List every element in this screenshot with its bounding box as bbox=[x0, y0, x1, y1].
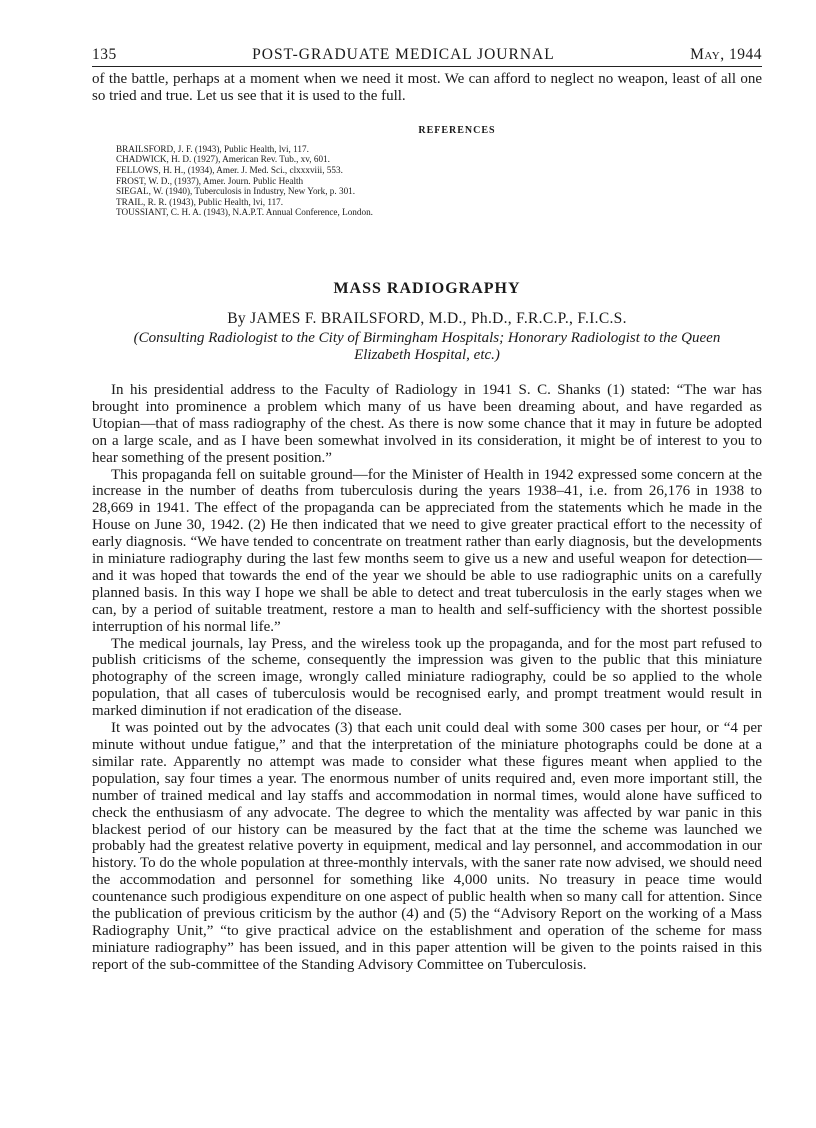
issue-date: May, 1944 bbox=[690, 46, 762, 63]
article-title: MASS RADIOGRAPHY bbox=[333, 279, 521, 297]
reference-item: TRAIL, R. R. (1943), Public Health, lvi, 117. bbox=[116, 196, 284, 207]
reference-item: TOUSSIANT, C. H. A. (1943), N.A.P.T. Annual Conference, London. bbox=[116, 207, 373, 218]
author-affiliation: (Consulting Radiologist to the City of Birmingham Hospitals; Honorary Radiologist to the Queen Elizabeth Hospital, etc.) bbox=[133, 329, 721, 363]
page-number: 135 bbox=[92, 46, 117, 63]
body-paragraph: The medical journals, lay Press, and the wireless took up the propaganda, and for the most part refused to publish criticisms of the scheme, consequently the impression was given to the public that this miniature photography of the screen image, wrongly called miniature radiography, could be so applied to the whole population, that all cases of tuberculosis would be recognised early, and prompt treatment would result in marked diminution if not eradication of the disease. bbox=[92, 635, 762, 720]
reference-item: CHADWICK, H. D. (1927), American Rev. Tub., xv, 601. bbox=[116, 154, 330, 165]
references-list bbox=[116, 144, 762, 218]
references-heading: REFERENCES bbox=[418, 124, 496, 136]
running-header bbox=[92, 46, 762, 67]
body-paragraph: This propaganda fell on suitable ground—for the Minister of Health in 1942 expressed some concern at the increase in the number of deaths from tuberculosis during the years 1938–41, i.e. from 26,176 in 1938 to 28,669 in 1941. The effect of the propaganda can be appreciated from the statements which he made in the House on June 30, 1942. (2) He then indicated that we need to give greater practical effort to the necessity of early diagnosis. “We have tended to concentrate on treatment rather than early diagnosis, but the developments in miniature radiography during the last few months seem to give us a new and useful weapon for detection—and it was hoped that towards the end of the year we should be able to use radiographic units on a carefully planned basis. In this way I hope we shall be able to detect and treat tuberculosis in the early stages when we can, by a period of suitable treatment, restore a man to health and self-sufficiency with the shortest possible interruption of his normal life.” bbox=[92, 466, 762, 635]
body-paragraph: In his presidential address to the Faculty of Radiology in 1941 S. C. Shanks (1) stated: “The war has brought into prominence a problem which many of us have been dreaming about, and have regarded as Utopian—that of mass radiography of the chest. As there is now some chance that it may in future be adopted on a large scale, and as I have been somewhat involved in its consideration, it might be of interest to you to hear something of the present position.” bbox=[92, 381, 762, 466]
reference-item: BRAILSFORD, J. F. (1943), Public Health, lvi, 117. bbox=[116, 143, 309, 154]
reference-item: FROST, W. D., (1937), Amer. Journ. Public Health bbox=[116, 175, 304, 186]
journal-title: POST-GRADUATE MEDICAL JOURNAL bbox=[252, 46, 555, 63]
body-paragraph: It was pointed out by the advocates (3) that each unit could deal with some 300 cases per hour, or “4 per minute without undue fatigue,” and that the interpretation of the miniature photographs could be done at a similar rate. Apparently no attempt was made to consider what these figures meant when applied to the population, say four times a year. The enormous number of units required and, even more important still, the number of trained medical and lay staffs and accommodation in normal times, would alone have sufficed to check the enthusiasm of any advocate. The degree to which the mentality was affected by war panic in this blackest period of our history can be measured by the fact that at the time the scheme was launched we probably had the greatest relative poverty in equipment, medical and lay personnel, and accommodation in our history. To do the whole population at three-monthly intervals, with the saner rate now advised, we should need the accommodation and personnel for something like 4,000 units. No treasury in peace time would countenance such prodigious expenditure on one aspect of public health when so many call for attention. Since the publication of previous criticism by the author (4) and (5) the “Advisory Report on the working of a Mass Radiography Unit,” “to give practical advice on the establishment and operation of the scheme for mass miniature radiography” has been issued, and in this paper attention will be given to the points raised in this report of the sub-committee of the Standing Advisory Committee on Tuberculosis. bbox=[92, 720, 762, 973]
reference-item: SIEGAL, W. (1940), Tuberculosis in Industry, New York, p. 301. bbox=[116, 186, 356, 197]
carryover-paragraph: of the battle, perhaps at a moment when we need it most. We can afford to neglect no weapon, least of all one so tried and true. Let us see that it is used to the full. bbox=[92, 71, 762, 104]
article-byline: By JAMES F. BRAILSFORD, M.D., Ph.D., F.R.C.P., F.I.C.S. bbox=[227, 309, 627, 327]
article-body bbox=[92, 382, 762, 974]
reference-item: FELLOWS, H. H., (1934), Amer. J. Med. Sci., clxxxviii, 553. bbox=[116, 165, 343, 175]
journal-page bbox=[92, 46, 762, 974]
